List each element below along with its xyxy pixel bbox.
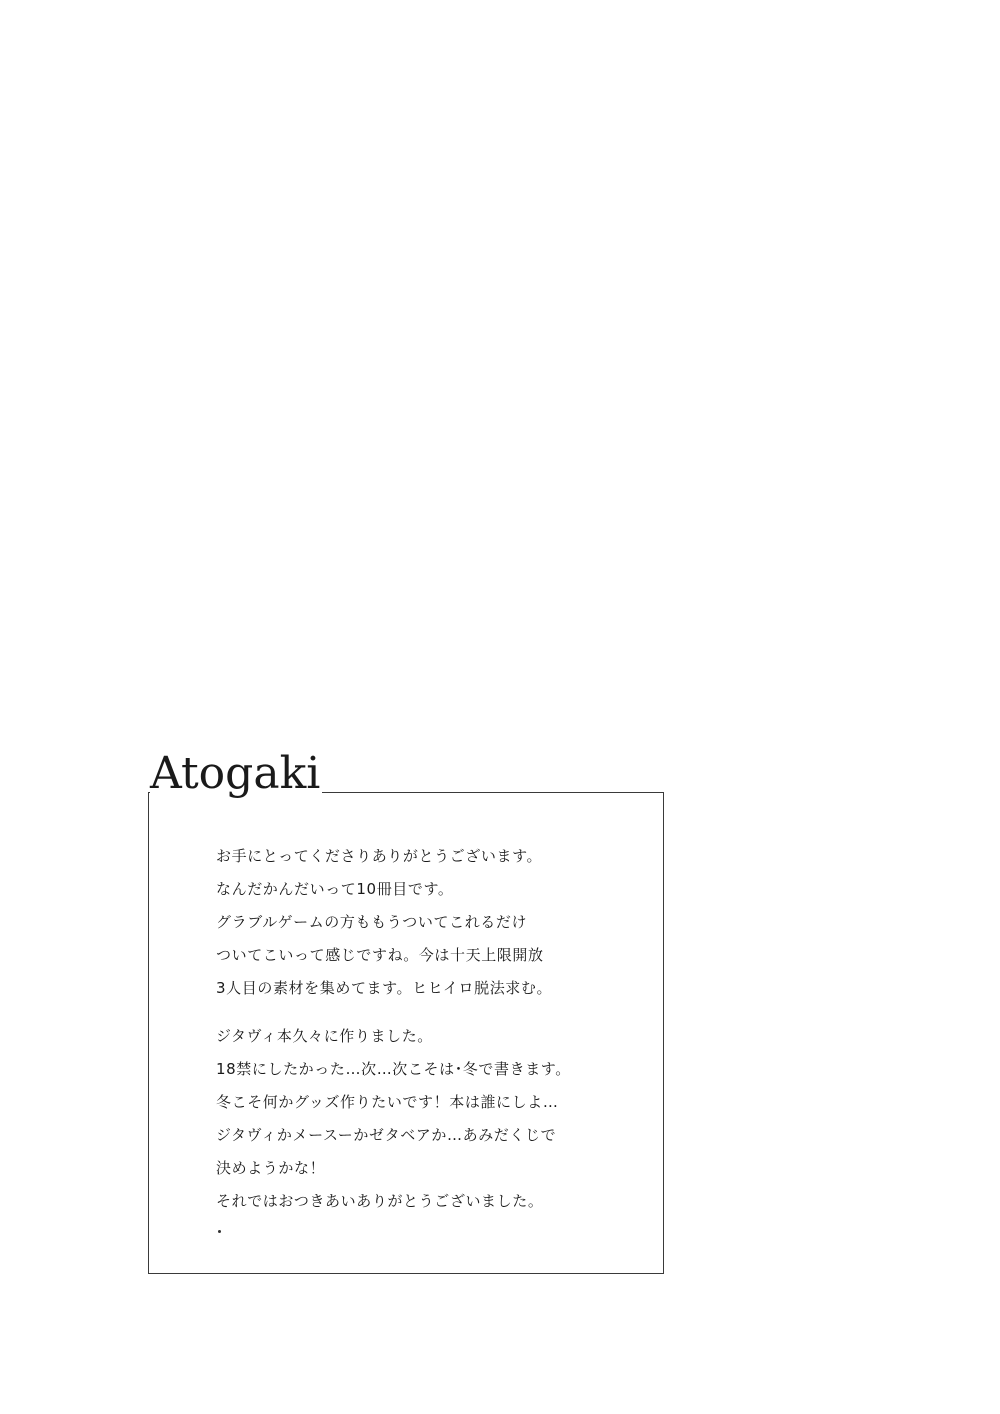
- text-line: グラブルゲームの方ももうついてこれるだけ: [216, 913, 528, 931]
- text-line: ジタヴィかメースーかゼタベアか…あみだくじで: [216, 1126, 557, 1144]
- text-line: それではおつきあいありがとうございました。: [216, 1192, 544, 1210]
- text-line: ついてこいって感じですね。今は十天上限開放: [216, 946, 544, 964]
- text-line: お手にとってくださりありがとうございます。: [216, 847, 543, 865]
- text-line: 18禁にしたかった…次…次こそは･冬で書きます。: [216, 1060, 571, 1078]
- text-line: 決めようかな！: [216, 1159, 326, 1177]
- text-line: ジタヴィ本久々に作りました。: [216, 1027, 433, 1045]
- afterword-title: Atogaki: [150, 748, 321, 799]
- text-line: なんだかんだいって10冊目です。: [216, 880, 454, 898]
- text-line: 冬こそ何かグッズ作りたいです！本は誰にしよ…: [216, 1093, 559, 1111]
- text-line: 3人目の素材を集めてます。ヒヒイロ脱法求む。: [216, 979, 553, 997]
- afterword-frame: [148, 792, 664, 1274]
